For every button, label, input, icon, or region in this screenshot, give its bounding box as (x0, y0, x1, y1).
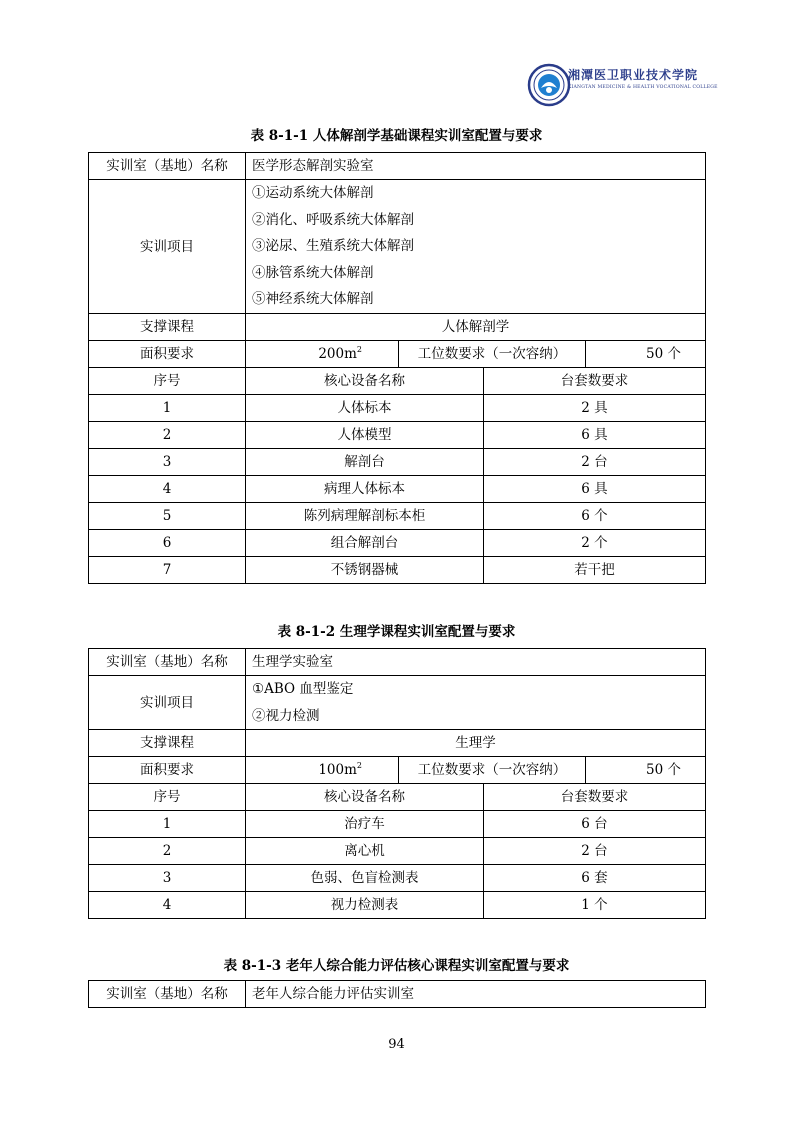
row-quantity: 2 具 (484, 395, 706, 422)
col-equipment-header: 核心设备名称 (246, 368, 484, 395)
table2-caption: 表 8-1-2 生理学课程实训室配置与要求 (277, 624, 516, 640)
table1-projects-row (89, 180, 706, 314)
row-no: 7 (89, 557, 246, 584)
col-quantity-header: 台套数要求 (484, 784, 706, 811)
table2 (88, 648, 706, 919)
area-label: 面积要求 (89, 341, 246, 368)
room-name: 生理学实验室 (246, 649, 706, 676)
row-quantity: 2 台 (484, 838, 706, 865)
college-name: 湘潭医卫职业技术学院 (568, 68, 699, 82)
projects-cell (246, 676, 706, 730)
project-item: ①ABO 血型鉴定 (252, 681, 354, 697)
row-quantity: 6 台 (484, 811, 706, 838)
row-quantity: 1 个 (484, 892, 706, 919)
row-equipment: 人体模型 (246, 422, 484, 449)
page-number: 94 (388, 1037, 405, 1052)
table2-course-row (89, 730, 706, 757)
row-no: 4 (89, 892, 246, 919)
college-english-name: XIANGTAN MEDICINE & HEALTH VOCATIONAL COLLEGE (568, 85, 718, 90)
row-equipment: 陈列病理解剖标本柜 (246, 503, 484, 530)
projects-label: 实训项目 (89, 180, 246, 314)
row-equipment: 病理人体标本 (246, 476, 484, 503)
table-row (89, 395, 706, 422)
stations-value: 50 个 (586, 341, 706, 368)
table-row (89, 838, 706, 865)
room-label: 实训室（基地）名称 (89, 981, 246, 1008)
projects-label: 实训项目 (89, 676, 246, 730)
course-name: 生理学 (246, 730, 706, 757)
table3 (88, 980, 706, 1008)
table-row (89, 476, 706, 503)
table-row (89, 865, 706, 892)
room-label: 实训室（基地）名称 (89, 649, 246, 676)
row-equipment: 治疗车 (246, 811, 484, 838)
row-quantity: 6 具 (484, 476, 706, 503)
course-name: 人体解剖学 (246, 314, 706, 341)
row-no: 4 (89, 476, 246, 503)
table-row (89, 811, 706, 838)
col-no-header: 序号 (89, 368, 246, 395)
table-row (89, 422, 706, 449)
row-equipment: 离心机 (246, 838, 484, 865)
row-no: 6 (89, 530, 246, 557)
table2-header-row (89, 784, 706, 811)
project-item: ③泌尿、生殖系统大体解剖 (252, 238, 414, 255)
project-item: ⑤神经系统大体解剖 (252, 291, 374, 308)
row-no: 5 (89, 503, 246, 530)
table-row (89, 892, 706, 919)
table1-course-row (89, 314, 706, 341)
table1-header-row (89, 368, 706, 395)
row-quantity: 6 个 (484, 503, 706, 530)
table1-room-row (89, 153, 706, 180)
row-no: 2 (89, 838, 246, 865)
area-label: 面积要求 (89, 757, 246, 784)
col-equipment-header: 核心设备名称 (246, 784, 484, 811)
row-equipment: 人体标本 (246, 395, 484, 422)
row-no: 1 (89, 811, 246, 838)
row-quantity: 2 台 (484, 449, 706, 476)
table-row (89, 557, 706, 584)
row-quantity: 6 套 (484, 865, 706, 892)
stations-label: 工位数要求（一次容纳） (399, 341, 586, 368)
stations-label: 工位数要求（一次容纳） (399, 757, 586, 784)
project-item: ②消化、呼吸系统大体解剖 (252, 211, 414, 228)
row-equipment: 解剖台 (246, 449, 484, 476)
table-row (89, 449, 706, 476)
room-label: 实训室（基地）名称 (89, 153, 246, 180)
project-item: ①运动系统大体解剖 (252, 185, 374, 202)
table1 (88, 152, 706, 584)
row-equipment: 色弱、色盲检测表 (246, 865, 484, 892)
row-no: 1 (89, 395, 246, 422)
table1-area-row (89, 341, 706, 368)
table1-caption: 表 8-1-1 人体解剖学基础课程实训室配置与要求 (250, 128, 543, 144)
row-no: 3 (89, 449, 246, 476)
project-item: ④脉管系统大体解剖 (252, 264, 374, 281)
table2-room-row (89, 649, 706, 676)
room-name: 老年人综合能力评估实训室 (246, 981, 706, 1008)
projects-cell (246, 180, 706, 314)
table3-room-row (89, 981, 706, 1008)
stations-value: 50 个 (586, 757, 706, 784)
area-value: $200m^2$ (246, 341, 399, 368)
row-equipment: 不锈钢器械 (246, 557, 484, 584)
row-equipment: 组合解剖台 (246, 530, 484, 557)
table2-area-row (89, 757, 706, 784)
row-no: 2 (89, 422, 246, 449)
table-row (89, 530, 706, 557)
area-value: $100m^2$ (246, 757, 399, 784)
col-no-header: 序号 (89, 784, 246, 811)
course-label: 支撑课程 (89, 730, 246, 757)
table-row (89, 503, 706, 530)
row-quantity: 若干把 (484, 557, 706, 584)
row-equipment: 视力检测表 (246, 892, 484, 919)
project-item: ②视力检测 (252, 707, 320, 724)
col-quantity-header: 台套数要求 (484, 368, 706, 395)
room-name: 医学形态解剖实验室 (246, 153, 706, 180)
row-quantity: 6 具 (484, 422, 706, 449)
row-no: 3 (89, 865, 246, 892)
table3-caption: 表 8-1-3 老年人综合能力评估核心课程实训室配置与要求 (223, 958, 570, 974)
table2-projects-row (89, 676, 706, 730)
row-quantity: 2 个 (484, 530, 706, 557)
course-label: 支撑课程 (89, 314, 246, 341)
